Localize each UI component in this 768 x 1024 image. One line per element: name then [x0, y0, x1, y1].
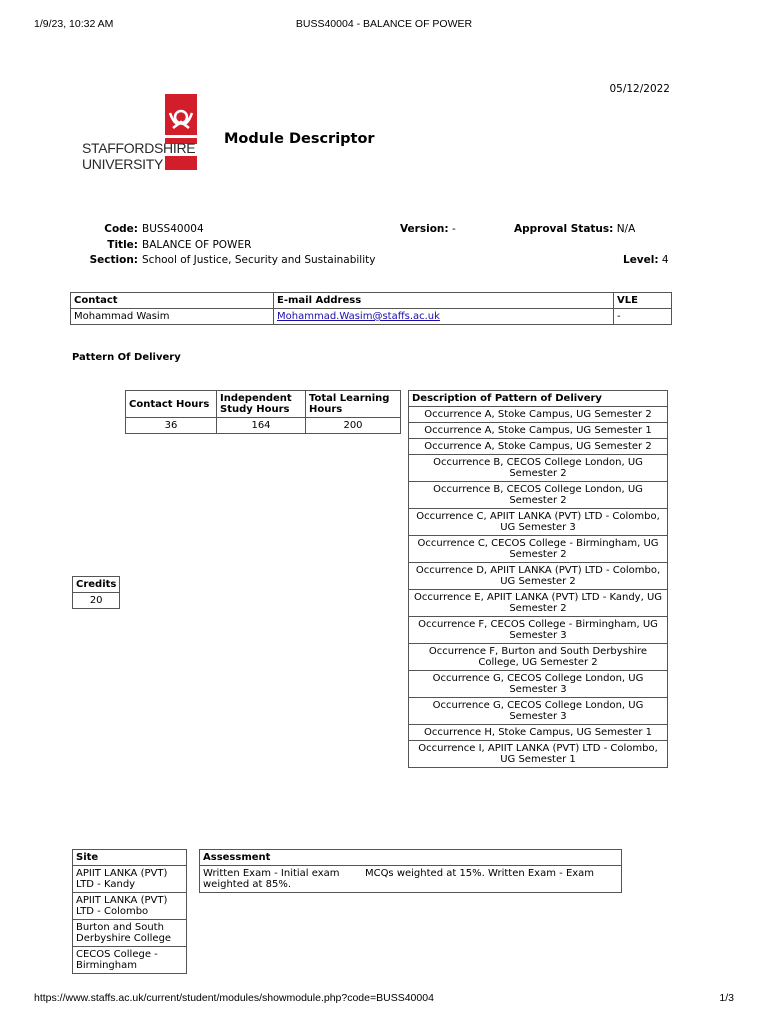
delivery-description: Occurrence G, CECOS College London, UG Semester 3: [409, 671, 668, 698]
credits-value: 20: [73, 593, 120, 609]
delivery-description: Occurrence C, CECOS College - Birmingham, UG Semester 2: [409, 536, 668, 563]
contact-hours-value: 36: [126, 418, 217, 434]
assessment-text: Written Exam - Initial exam MCQs weighted at 15%. Written Exam - Exam weighted at 85%.: [200, 866, 622, 893]
delivery-row: [409, 563, 668, 590]
assessment-table: [199, 849, 622, 893]
approval-value: N/A: [616, 223, 636, 235]
logo-line-2: UNIVERSITY: [82, 156, 164, 172]
approval-label: Approval Status:: [514, 223, 614, 235]
document-date: 05/12/2022: [609, 83, 670, 95]
site-header: Site: [73, 850, 187, 866]
delivery-pattern-table: [408, 390, 668, 768]
site-name: CECOS College - Birmingham: [73, 947, 187, 974]
delivery-row: [409, 407, 668, 423]
delivery-row: [409, 741, 668, 768]
delivery-row: [409, 509, 668, 536]
delivery-description: Occurrence A, Stoke Campus, UG Semester 2: [409, 407, 668, 423]
independent-study-value: 164: [217, 418, 306, 434]
delivery-description: Occurrence I, APIIT LANKA (PVT) LTD - Colombo, UG Semester 1: [409, 741, 668, 768]
title-label: Title:: [107, 239, 138, 251]
credits-header: Credits: [73, 577, 120, 593]
section-value: School of Justice, Security and Sustainability: [142, 254, 376, 266]
code-value: BUSS40004: [142, 223, 204, 235]
section-label: Section:: [89, 254, 138, 266]
contact-header: Contact: [71, 293, 274, 309]
site-row: [73, 893, 187, 920]
independent-study-header: Independent Study Hours: [217, 391, 306, 418]
email-link[interactable]: Mohammad.Wasim@staffs.ac.uk: [277, 311, 440, 322]
page-title: Module Descriptor: [224, 131, 375, 147]
credits-table: [72, 576, 120, 609]
logo-line-1: STAFFORDSHIRE: [82, 140, 196, 156]
delivery-description: Occurrence C, APIIT LANKA (PVT) LTD - Colombo, UG Semester 3: [409, 509, 668, 536]
site-table: [72, 849, 187, 974]
delivery-description: Occurrence D, APIIT LANKA (PVT) LTD - Colombo, UG Semester 2: [409, 563, 668, 590]
delivery-description: Occurrence F, CECOS College - Birmingham, UG Semester 3: [409, 617, 668, 644]
vle-value: -: [614, 309, 672, 325]
level-value: 4: [661, 254, 669, 266]
delivery-row: [409, 439, 668, 455]
print-page-number: 1/3: [719, 992, 734, 1004]
title-value: BALANCE OF POWER: [142, 239, 252, 251]
total-learning-value: 200: [306, 418, 401, 434]
delivery-description: Occurrence H, Stoke Campus, UG Semester 1: [409, 725, 668, 741]
site-name: APIIT LANKA (PVT) LTD - Kandy: [73, 866, 187, 893]
total-learning-header: Total Learning Hours: [306, 391, 401, 418]
hours-table: [125, 390, 401, 434]
site-name: Burton and South Derbyshire College: [73, 920, 187, 947]
delivery-description: Occurrence A, Stoke Campus, UG Semester 2: [409, 439, 668, 455]
site-row: [73, 947, 187, 974]
pattern-of-delivery-heading: Pattern Of Delivery: [72, 352, 181, 363]
level-label: Level:: [623, 254, 659, 266]
delivery-row: [409, 590, 668, 617]
contact-name: Mohammad Wasim: [71, 309, 274, 325]
delivery-description: Occurrence E, APIIT LANKA (PVT) LTD - Kandy, UG Semester 2: [409, 590, 668, 617]
version-value: -: [451, 223, 456, 235]
delivery-row: [409, 423, 668, 439]
delivery-row: [409, 617, 668, 644]
code-label: Code:: [104, 223, 138, 235]
delivery-row: [409, 644, 668, 671]
contact-table: [70, 292, 672, 325]
delivery-description: Occurrence G, CECOS College London, UG Semester 3: [409, 698, 668, 725]
assessment-header: Assessment: [200, 850, 622, 866]
delivery-description: Occurrence B, CECOS College London, UG Semester 2: [409, 455, 668, 482]
print-url: https://www.staffs.ac.uk/current/student/modules/showmodule.php?code=BUSS40004: [34, 992, 434, 1004]
version-label: Version:: [400, 223, 449, 235]
print-datetime: 1/9/23, 10:32 AM: [34, 18, 114, 30]
delivery-description: Occurrence F, Burton and South Derbyshire College, UG Semester 2: [409, 644, 668, 671]
delivery-row: [409, 482, 668, 509]
delivery-row: [409, 698, 668, 725]
delivery-row: [409, 671, 668, 698]
vle-header: VLE: [614, 293, 672, 309]
delivery-pattern-header: Description of Pattern of Delivery: [409, 391, 668, 407]
contact-hours-header: Contact Hours: [126, 391, 217, 418]
delivery-description: Occurrence A, Stoke Campus, UG Semester 1: [409, 423, 668, 439]
print-page-title: BUSS40004 - BALANCE OF POWER: [295, 18, 473, 30]
delivery-row: [409, 536, 668, 563]
site-row: [73, 920, 187, 947]
site-name: APIIT LANKA (PVT) LTD - Colombo: [73, 893, 187, 920]
delivery-row: [409, 725, 668, 741]
delivery-row: [409, 455, 668, 482]
delivery-description: Occurrence B, CECOS College London, UG Semester 2: [409, 482, 668, 509]
university-logo-text: [82, 140, 195, 172]
email-header: E-mail Address: [274, 293, 614, 309]
site-row: [73, 866, 187, 893]
